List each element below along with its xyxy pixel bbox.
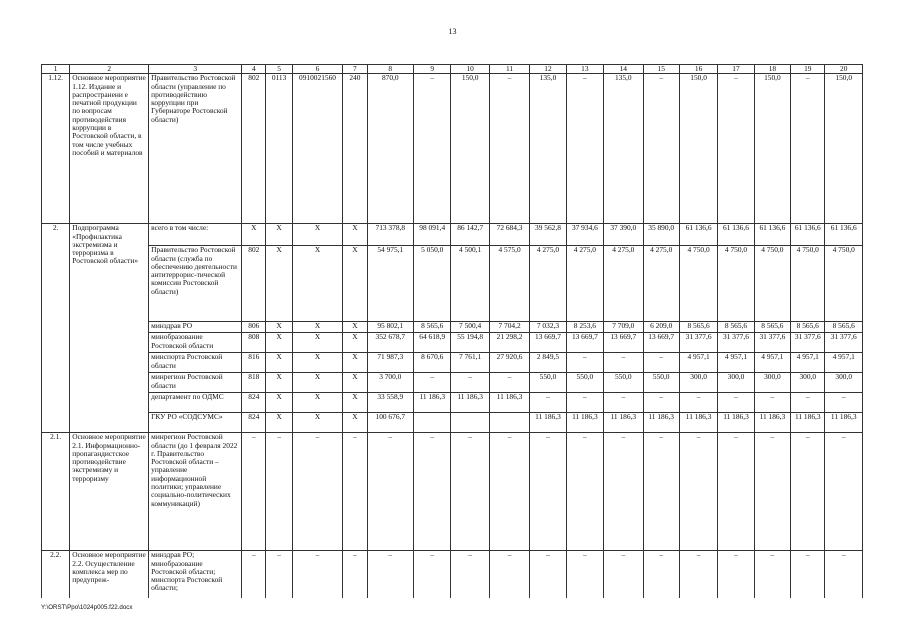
code-cell: X (292, 353, 343, 373)
table-row (42, 393, 863, 413)
amount-cell: 8 565,6 (414, 322, 451, 333)
amount-cell: 21 298,2 (489, 333, 529, 353)
amount-cell: 5 050,0 (414, 246, 451, 322)
amount-cell: 7 500,4 (451, 322, 489, 333)
code-cell: – (242, 551, 266, 601)
code-cell: X (343, 333, 367, 353)
amount-cell: 3 700,0 (367, 373, 414, 393)
amount-cell: – (679, 551, 717, 601)
table-row (42, 224, 863, 246)
amount-cell: 11 186,3 (566, 413, 603, 433)
code-cell: X (266, 333, 292, 353)
amount-cell: 150,0 (825, 74, 863, 224)
amount-cell: 8 565,6 (791, 322, 825, 333)
code-cell: X (242, 224, 266, 246)
amount-cell: – (604, 433, 643, 551)
amount-cell: – (791, 74, 825, 224)
amount-cell: 4 957,1 (679, 353, 717, 373)
budget-table (41, 64, 863, 601)
header-row (42, 65, 863, 74)
amount-cell: 31 377,6 (679, 333, 717, 353)
amount-cell: 13 669,7 (643, 333, 679, 353)
amount-cell: – (451, 551, 489, 601)
amount-cell: – (604, 551, 643, 601)
amount-cell: 61 136,6 (791, 224, 825, 246)
amount-cell: – (530, 551, 566, 601)
executor-cell: департамент по ОДМС (149, 393, 242, 413)
code-cell: X (292, 246, 343, 322)
amount-cell: 27 920,6 (489, 353, 529, 373)
amount-cell: 4 750,0 (718, 246, 754, 322)
amount-cell: – (754, 551, 790, 601)
code-cell: – (266, 551, 292, 601)
amount-cell: 37 390,0 (604, 224, 643, 246)
amount-cell: 8 670,6 (414, 353, 451, 373)
page-cut (41, 598, 863, 604)
code-cell: 816 (242, 353, 266, 373)
amount-cell: – (718, 74, 754, 224)
amount-cell: 35 890,0 (643, 224, 679, 246)
code-cell: X (292, 322, 343, 333)
amount-cell: 61 136,6 (679, 224, 717, 246)
amount-cell: – (643, 74, 679, 224)
amount-cell: 7 032,3 (530, 322, 566, 333)
code-cell: – (292, 433, 343, 551)
table-row (42, 551, 863, 601)
amount-cell: 4 750,0 (754, 246, 790, 322)
amount-cell: 98 091,4 (414, 224, 451, 246)
code-cell: 806 (242, 322, 266, 333)
amount-cell: – (825, 433, 863, 551)
amount-cell: – (718, 551, 754, 601)
program-name-cell: Основное мероприятие 1.12. Издание и распространени е печатной продукции по вопросам противодействия коррупции в Ростовской области, в том числе учебных пособий и материалов (70, 74, 149, 224)
amount-cell: – (566, 393, 603, 413)
table-row (42, 413, 863, 433)
file-path-footer: Y:\ORST\Ppo\1024p005.f22.docx (41, 604, 133, 611)
amount-cell: 11 186,3 (791, 413, 825, 433)
amount-cell: – (367, 433, 414, 551)
col-header: 1 (42, 65, 70, 74)
amount-cell: 11 186,3 (451, 393, 489, 413)
amount-cell: – (414, 433, 451, 551)
amount-cell: – (791, 433, 825, 551)
amount-cell: 7 761,1 (451, 353, 489, 373)
amount-cell: 11 186,3 (679, 413, 717, 433)
executor-cell: ГКУ РО «СОДСУМС» (149, 413, 242, 433)
code-cell: X (266, 246, 292, 322)
executor-cell: минрегион Ростовской области (149, 373, 242, 393)
amount-cell (451, 413, 489, 433)
amount-cell (489, 413, 529, 433)
amount-cell: – (489, 551, 529, 601)
amount-cell: – (451, 373, 489, 393)
amount-cell: – (414, 74, 451, 224)
amount-cell: 11 186,3 (825, 413, 863, 433)
amount-cell: – (643, 551, 679, 601)
amount-cell: 11 186,3 (530, 413, 566, 433)
amount-cell: 4 750,0 (679, 246, 717, 322)
executor-cell: минобразование Ростовской области (149, 333, 242, 353)
col-header: 20 (825, 65, 863, 74)
amount-cell: 4 575,0 (489, 246, 529, 322)
amount-cell: – (414, 373, 451, 393)
amount-cell: 4 275,0 (530, 246, 566, 322)
amount-cell: 31 377,6 (754, 333, 790, 353)
amount-cell: 4 957,1 (718, 353, 754, 373)
code-cell: X (343, 413, 367, 433)
amount-cell: – (489, 74, 529, 224)
executor-cell: Правительство Ростовской области (управление по противодействию коррупции при Губернаторе Ростовской области) (149, 74, 242, 224)
col-header: 10 (451, 65, 489, 74)
amount-cell: – (718, 433, 754, 551)
amount-cell: 550,0 (530, 373, 566, 393)
amount-cell: 33 558,9 (367, 393, 414, 413)
amount-cell: 550,0 (604, 373, 643, 393)
col-header: 9 (414, 65, 451, 74)
amount-cell: 550,0 (643, 373, 679, 393)
amount-cell: 61 136,6 (718, 224, 754, 246)
col-header: 19 (791, 65, 825, 74)
code-cell: X (292, 413, 343, 433)
amount-cell: 13 669,7 (530, 333, 566, 353)
code-cell: X (343, 224, 367, 246)
code-cell: 818 (242, 373, 266, 393)
amount-cell: – (451, 433, 489, 551)
amount-cell: 8 565,6 (679, 322, 717, 333)
amount-cell: 11 186,3 (718, 413, 754, 433)
col-header: 16 (679, 65, 717, 74)
code-cell: 802 (242, 246, 266, 322)
amount-cell: – (530, 433, 566, 551)
executor-cell: минрегион Ростовской области (до 1 февраля 2022 г. Правительство Ростовской области – управление информационной политики; управление социально-политических коммуникаций) (149, 433, 242, 551)
col-header: 15 (643, 65, 679, 74)
executor-cell: минспорта Ростовской области (149, 353, 242, 373)
amount-cell: 37 934,6 (566, 224, 603, 246)
amount-cell: 4 500,1 (451, 246, 489, 322)
row-number-cell: 2. (42, 224, 70, 433)
code-cell: X (292, 393, 343, 413)
amount-cell: 4 750,0 (825, 246, 863, 322)
col-header: 4 (242, 65, 266, 74)
code-cell: X (343, 373, 367, 393)
table-row (42, 322, 863, 333)
code-cell: X (266, 413, 292, 433)
amount-cell: – (530, 393, 566, 413)
amount-cell: – (566, 433, 603, 551)
amount-cell: 4 957,1 (791, 353, 825, 373)
amount-cell: – (604, 353, 643, 373)
amount-cell: – (791, 551, 825, 601)
table-row (42, 74, 863, 224)
amount-cell: 11 186,3 (643, 413, 679, 433)
amount-cell: – (489, 373, 529, 393)
col-header: 2 (70, 65, 149, 74)
amount-cell: 13 669,7 (566, 333, 603, 353)
amount-cell: 11 186,3 (489, 393, 529, 413)
amount-cell: 4 275,0 (604, 246, 643, 322)
amount-cell: – (754, 393, 790, 413)
amount-cell: – (566, 551, 603, 601)
code-cell: X (292, 333, 343, 353)
col-header: 13 (566, 65, 603, 74)
amount-cell: 550,0 (566, 373, 603, 393)
code-cell: – (343, 433, 367, 551)
amount-cell: – (489, 433, 529, 551)
amount-cell: – (825, 393, 863, 413)
col-header: 3 (149, 65, 242, 74)
row-number-cell: 2.1. (42, 433, 70, 551)
amount-cell: 71 987,3 (367, 353, 414, 373)
amount-cell: 39 562,8 (530, 224, 566, 246)
amount-cell: 713 378,8 (367, 224, 414, 246)
col-header: 18 (754, 65, 790, 74)
amount-cell: 8 565,6 (718, 322, 754, 333)
amount-cell: 135,0 (604, 74, 643, 224)
code-cell: 0910021560 (292, 74, 343, 224)
amount-cell: 100 676,7 (367, 413, 414, 433)
amount-cell: 31 377,6 (791, 333, 825, 353)
amount-cell: 8 565,6 (825, 322, 863, 333)
amount-cell: 61 136,6 (754, 224, 790, 246)
amount-cell: 55 194,8 (451, 333, 489, 353)
code-cell: X (266, 353, 292, 373)
code-cell: – (292, 551, 343, 601)
amount-cell: 31 377,6 (825, 333, 863, 353)
amount-cell: 6 209,0 (643, 322, 679, 333)
amount-cell: – (679, 433, 717, 551)
code-cell: X (266, 373, 292, 393)
amount-cell: 4 750,0 (791, 246, 825, 322)
program-name-cell: Основное мероприятие 2.1. Информационно-пропагандистское противодействие экстремизму и терроризму (70, 433, 149, 551)
program-name-cell: Основное мероприятие 2.2. Осуществление комплекса мер по предупреж- (70, 551, 149, 601)
executor-cell: минздрав РО (149, 322, 242, 333)
amount-cell: 4 275,0 (643, 246, 679, 322)
amount-cell: 11 186,3 (414, 393, 451, 413)
col-header: 11 (489, 65, 529, 74)
amount-cell: 300,0 (791, 373, 825, 393)
amount-cell: 352 678,7 (367, 333, 414, 353)
row-number-cell: 1.12. (42, 74, 70, 224)
col-header: 17 (718, 65, 754, 74)
amount-cell: 64 618,9 (414, 333, 451, 353)
row-number-cell: 2.2. (42, 551, 70, 601)
col-header: 5 (266, 65, 292, 74)
amount-cell: 8 253,6 (566, 322, 603, 333)
amount-cell: 31 377,6 (718, 333, 754, 353)
code-cell: 0113 (266, 74, 292, 224)
code-cell: 240 (343, 74, 367, 224)
amount-cell: 300,0 (825, 373, 863, 393)
page-number: 13 (448, 27, 457, 36)
amount-cell: 150,0 (679, 74, 717, 224)
amount-cell: – (754, 433, 790, 551)
amount-cell: 11 186,3 (604, 413, 643, 433)
amount-cell: – (643, 353, 679, 373)
amount-cell: 2 849,5 (530, 353, 566, 373)
amount-cell: – (643, 393, 679, 413)
amount-cell: 4 957,1 (754, 353, 790, 373)
code-cell: X (343, 393, 367, 413)
code-cell: 824 (242, 393, 266, 413)
amount-cell: 86 142,7 (451, 224, 489, 246)
code-cell: X (292, 373, 343, 393)
code-cell: X (292, 224, 343, 246)
amount-cell: 150,0 (451, 74, 489, 224)
executor-cell: Правительство Ростовской области (служба по обеспечению деятельности антитеррорис-тической комиссии Ростовской области) (149, 246, 242, 322)
amount-cell: 135,0 (530, 74, 566, 224)
amount-cell: – (825, 551, 863, 601)
col-header: 14 (604, 65, 643, 74)
amount-cell: 150,0 (754, 74, 790, 224)
amount-cell: – (566, 353, 603, 373)
amount-cell: 8 565,6 (754, 322, 790, 333)
code-cell: – (266, 433, 292, 551)
amount-cell: – (367, 551, 414, 601)
program-name-cell: Подпрограмма «Профилактика экстремизма и терроризма в Ростовской области» (70, 224, 149, 433)
code-cell: – (242, 433, 266, 551)
amount-cell: – (791, 393, 825, 413)
table-row (42, 433, 863, 551)
code-cell: X (266, 224, 292, 246)
amount-cell: 54 975,1 (367, 246, 414, 322)
code-cell: – (343, 551, 367, 601)
table-row (42, 246, 863, 322)
code-cell: X (266, 393, 292, 413)
col-header: 8 (367, 65, 414, 74)
amount-cell: 870,0 (367, 74, 414, 224)
amount-cell: 61 136,6 (825, 224, 863, 246)
amount-cell: – (414, 551, 451, 601)
table-row (42, 353, 863, 373)
code-cell: X (266, 322, 292, 333)
table-row (42, 333, 863, 353)
executor-cell: всего в том числе: (149, 224, 242, 246)
amount-cell: – (718, 393, 754, 413)
amount-cell: 13 669,7 (604, 333, 643, 353)
code-cell: 802 (242, 74, 266, 224)
amount-cell: 7 704,2 (489, 322, 529, 333)
amount-cell: 4 957,1 (825, 353, 863, 373)
amount-cell: – (679, 393, 717, 413)
amount-cell: 95 802,1 (367, 322, 414, 333)
code-cell: X (343, 246, 367, 322)
col-header: 7 (343, 65, 367, 74)
code-cell: X (343, 353, 367, 373)
amount-cell: 4 275,0 (566, 246, 603, 322)
amount-cell: – (566, 74, 603, 224)
table-row (42, 373, 863, 393)
amount-cell: 300,0 (679, 373, 717, 393)
code-cell: X (343, 322, 367, 333)
code-cell: 824 (242, 413, 266, 433)
amount-cell: 72 684,3 (489, 224, 529, 246)
amount-cell: 7 709,0 (604, 322, 643, 333)
amount-cell: – (604, 393, 643, 413)
executor-cell: минздрав РО; минобразование Ростовской области; минспорта Ростовской области; (149, 551, 242, 601)
amount-cell: 11 186,3 (754, 413, 790, 433)
col-header: 6 (292, 65, 343, 74)
amount-cell (414, 413, 451, 433)
amount-cell: – (643, 433, 679, 551)
amount-cell: 300,0 (718, 373, 754, 393)
code-cell: 808 (242, 333, 266, 353)
amount-cell: 300,0 (754, 373, 790, 393)
col-header: 12 (530, 65, 566, 74)
